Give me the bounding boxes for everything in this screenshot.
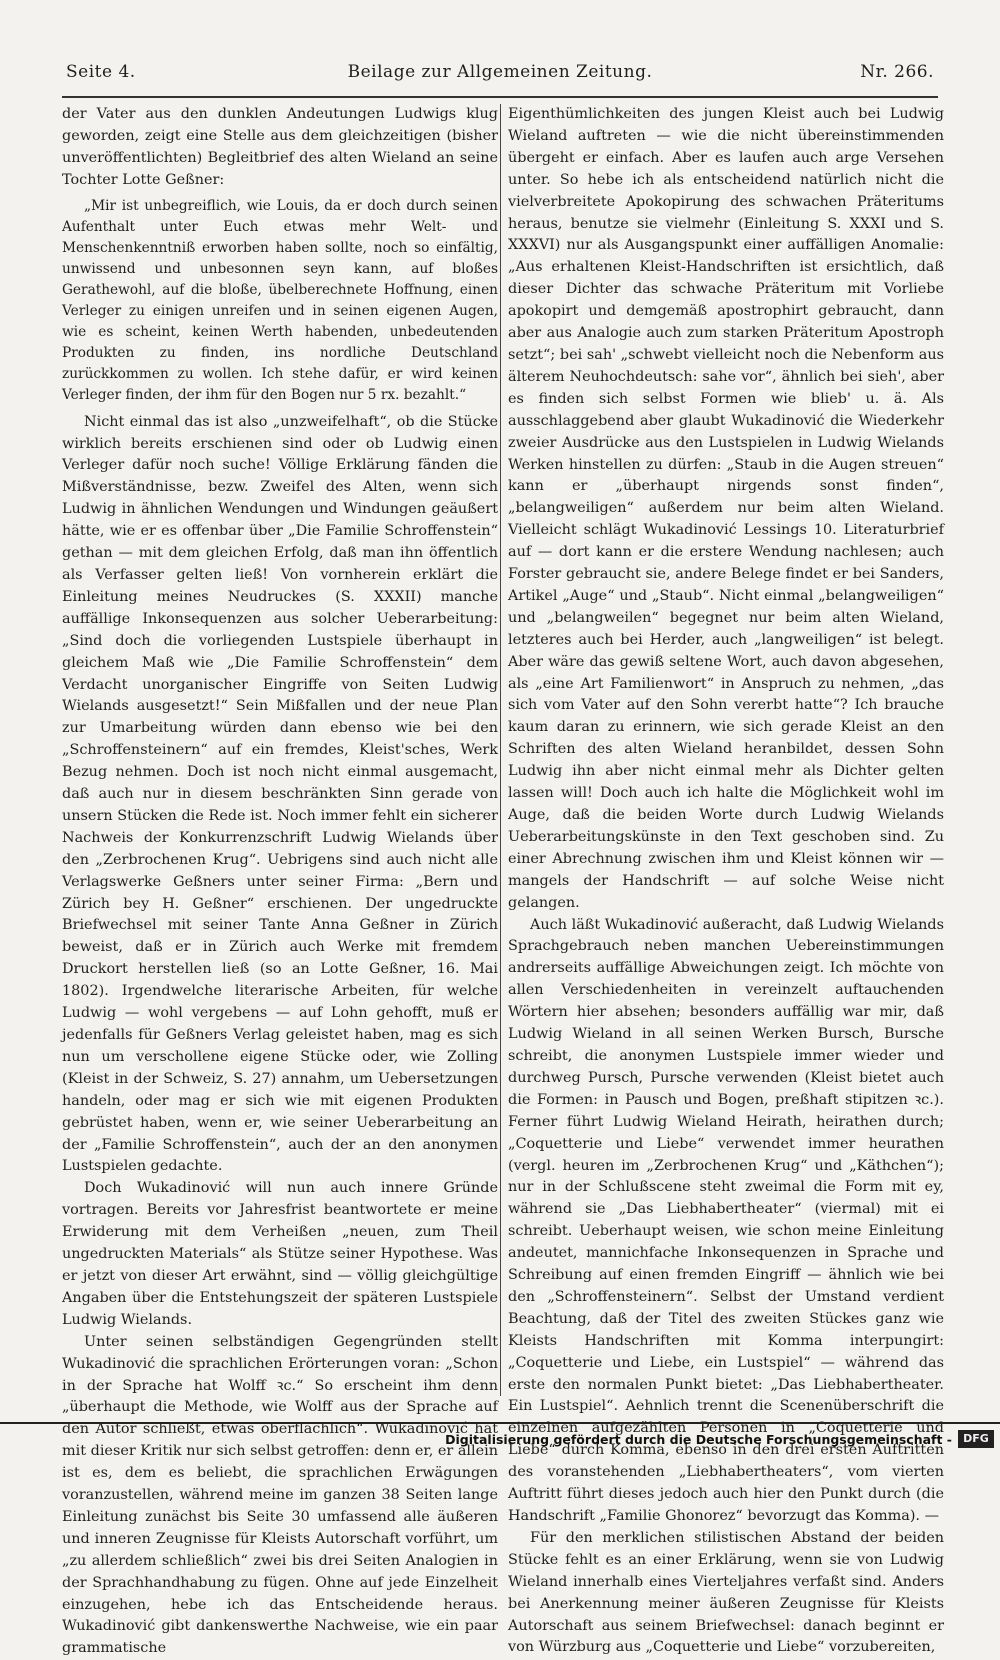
running-head xyxy=(62,58,938,86)
dfg-logo: DFG xyxy=(958,1430,994,1448)
paragraph: Unter seinen selbständigen Gegengründen stellt Wukadinović die sprachlichen Erörterungen voran: „Schon in der Sprache hat Wolff ꝛc.“ So erscheint ihm denn „überhaupt die Methode, wie Wolff aus der Sprache auf den Autor schließt, etwas oberflächlich“. Wukadinović hat mit dieser Kritik nur sich selbst getroffen: denn er, er allein ist es, dem es beliebt, die sprachlichen Erwägungen voranzustellen, während meine im ganzen 38 Seiten lange Einleitung zunächst bis Seite 30 umfassend alle äußeren und inneren Zeugnisse für Kleists Autorschaft vorführt, um „zu allerdem schließlich“ zwei bis drei Seiten Analogien in der Sprachhandhabung zu fügen. Ohne auf jede Einzelheit einzugehen, hebe ich das Entscheidende heraus. Wukadinović gibt dankenswerthe Nachweise, wie ein paar grammatische xyxy=(62,1333,498,1657)
paragraph: Doch Wukadinović will nun auch innere Gründe vortragen. Bereits vor Jahresfrist beantwortete er meine Erwiderung mit dem Verheißen „neuen, zum Theil ungedruckten Materials“ als Stütze seiner Hypothese. Was er jetzt von dieser Art erwähnt, sind — völlig gleichgültige Angaben über die Entstehungszeit der späteren Lustspiele Ludwig Wielands. xyxy=(62,1180,498,1328)
paragraph: Für den merklichen stilistischen Abstand der beiden Stücke fehlt es an einer Erklärung, wenn sie von Ludwig Wieland innerhalb eines Vierteljahres verfaßt sind. Anders bei Anerkennung meiner äußeren Zeugnisse für Kleists Autorschaft aus seinem Briefwechsel: danach beginnt er von Würzburg aus „Coquetterie und Liebe“ vorzubereiten, xyxy=(508,1529,944,1656)
digitization-footer xyxy=(0,1410,1000,1455)
page-number: Seite 4. xyxy=(66,62,136,82)
paragraph: Nicht einmal das ist also „unzweifelhaft“, ob die Stücke wirklich bereits erschienen sind oder ob Ludwig einen Verleger dafür noch suche! Völlige Erklärung fänden die Mißverständnisse, bezw. Zweifel des Alten, wenn sich Ludwig in ähnlichen Wendungen und Windungen geäußert hätte, wie er es offenbar über „Die Familie Schroffenstein“ gethan — mit dem gleichen Erfolg, daß man ihn öffentlich als Verfasser gelten ließ! Von vornherein erklärt die Einleitung meines Neudruckes (S. XXXII) manche auffällige Inkonsequenzen aus solcher Ueberarbeitung: „Sind doch die vorliegenden Lustspiele überhaupt in gleichem Maß wie „Die Familie Schroffenstein“ dem Verdacht unorganischer Eingriffe von Seiten Ludwig Wielands ausgesetzt!“ Sein Mißfallen und der neue Plan zur Umarbeitung würden dann ebenso wie bei den „Schroffensteinern“ auf ein fremdes, Kleist'sches, Werk Bezug nehmen. Doch ist noch nicht einmal ausgemacht, daß auch nur in diesem beschränkten Sinn gerade von unsern Stücken die Rede ist. Noch immer fehlt ein sicherer Nachweis der Konkurrenzschrift Ludwig Wielands über den „Zerbrochenen Krug“. Uebrigens sind auch nicht alle Verlagswerke Geßners unter seiner Firma: „Bern und Zürich bey H. Geßner“ erschienen. Der ungedruckte Briefwechsel mit seiner Tante Anna Geßner in Zürich beweist, daß er in Zürich auch Werke mit fremdem Druckort herstellen ließ (so an Lotte Geßner, 16. Mai 1802). Irgendwelche literarische Arbeiten, für welche Ludwig — wohl vergebens — auf Lohn gehofft, muß er jedenfalls für Geßners Verlag geleistet haben, mag es sich nun um verschollene eigene Stücke oder, wie Zolling (Kleist in der Schweiz, S. 27) annahm, um Uebersetzungen handeln, oder mag er sich wie mit eigenen Produkten gebrüstet haben, wenn er, wie seiner Ueberarbeitung an der „Familie Schroffenstein“, auch der an den anonymen Lustspielen gedachte. xyxy=(62,413,498,1175)
publication-title: Beilage zur Allgemeinen Zeitung. xyxy=(347,62,653,82)
left-column xyxy=(62,104,498,1657)
funding-credit: Digitalisierung gefördert durch die Deutsche Forschungsgemeinschaft - xyxy=(445,1432,952,1447)
paragraph: Auch läßt Wukadinović außeracht, daß Ludwig Wielands Sprachgebrauch neben manchen Uebereinstimmungen andrerseits auffällige Abweichungen zeigt. Ich möchte von allen Verschiedenheiten in vereinzelt auftauchenden Wörtern hier absehen; besonders auffällig war mir, daß Ludwig Wieland in all seinen Werken Bursch, Bursche schreibt, die anonymen Lustspiele immer wieder und durchweg Pursch, Pursche verwenden (Kleist bietet auch die Formen: in Pausch und Bogen, preßhaft stipitzen ꝛc.). Ferner führt Ludwig Wieland Heirath, heirathen durch; „Coquetterie und Liebe“ verwendet immer heurathen (vergl. heuren im „Zerbrochenen Krug“ und „Käthchen“); nur in der Schlußscene steht zweimal die Form mit ey, während sie „Das Liebhabertheater“ (viermal) mit ei schreibt. Ueberhaupt weisen, wie schon meine Einleitung andeutet, mannichfache Inkonsequenzen in Sprache und Schreibung auf einen fremden Eingriff — ähnlich wie bei den „Schroffensteinern“. Selbst der Umstand verdient Beachtung, daß der Titel des zweiten Stückes ganz wie Kleists Handschriften mit Komma interpungirt: „Coquetterie und Liebe, ein Lustspiel“ — während das erste den normalen Punkt bietet: „Das Liebhabertheater. Ein Lustspiel“. Aehnlich trennt die Scenenüberschrift die einzelnen aufgezählten Personen in „Coquetterie und Liebe“ durch Komma, ebenso in den drei ersten Auftritten des voranstehenden „Liebhabertheaters“, vom vierten Auftritt führt dieses jedoch auch hier den Punkt durch (die Handschrift „Familie Ghonorez“ bevorzugt das Komma). — xyxy=(508,916,944,1524)
column-divider xyxy=(500,104,501,1396)
letter-quote: „Mir ist unbegreiflich, wie Louis, da er doch durch seinen Aufenthalt unter Euch etwas mehr Welt- und Menschenkenntniß erworben haben sollte, noch so einfältig, unwissend und unbesonnen seyn kann, auf bloßes Gerathewohl, auf die bloße, übelberechnete Hoffnung, einen Verleger zu einigen unreifen und in seinen eigenen Augen, wie es scheint, keinen Werth habenden, unbedeutenden Produkten zu finden, ins nordliche Deutschland zurückkommen zu wollen. Ich stehe dafür, er wird keinen Verleger finden, der ihm für den Bogen nur 5 rx. bezahlt.“ xyxy=(62,197,498,403)
paragraph: der Vater aus den dunklen Andeutungen Ludwigs klug geworden, zeigt eine Stelle aus dem gleichzeitigen (bisher unveröffentlichten) Begleitbrief des alten Wieland an seine Tochter Lotte Geßner: xyxy=(62,106,498,188)
footer-rule xyxy=(0,1422,1000,1424)
issue-number: Nr. 266. xyxy=(860,62,934,82)
paragraph: Eigenthümlichkeiten des jungen Kleist auch bei Ludwig Wieland auftreten — wie die nicht übereinstimmenden übergeht er einfach. Aber es laufen auch arge Versehen unter. So hebe ich als entscheidend natürlich nicht die vielverbreitete Apokopirung des schwachen Präteritums heraus, benutze sie vielmehr (Einleitung S. XXXI und S. XXXVI) nur als Ausgangspunkt einer auffälligen Anomalie: „Aus erhaltenen Kleist-Handschriften ist ersichtlich, daß dieser Dichter das schwache Präteritum mit Vorliebe apokopirt und demgemäß apostrophirt gebraucht, dann aber aus Analogie auch zum starken Präteritum Apostroph setzt“; bei sah' „schwebt vielleicht noch die Nebenform aus älterem Neuhochdeutsch: sahe vor“, ähnlich bei sieh', aber es finden sich selbst Formen wie blieb' u. ä. Als ausschlaggebend aber glaubt Wukadinović die Wiederkehr zweier Ausdrücke aus den Lustspielen in Ludwig Wielands Werken hinstellen zu dürfen: „Staub in die Augen streuen“ kann er „überhaupt nirgends sonst finden“, „belangweiligen“ außerdem nur beim alten Wieland. Vielleicht schlägt Wukadinović Lessings 10. Literaturbrief auf — dort kann er die erstere Wendung nachlesen; auch Forster gebraucht sie, andere Belege findet er bei Sanders, Artikel „Auge“ und „Staub“. Nicht einmal „belangweiligen“ und „belangweilen“ begegnet nur beim alten Wieland, letzteres auch bei Herder, auch „langweiligen“ ist belegt. Aber wäre das gewiß seltene Wort, auch davon abgesehen, als „eine Art Familienwort“ in Anspruch zu nehmen, „das sich vom Vater auf den Sohn vererbt hatte“? Ich brauche kaum daran zu erinnern, wie sich gerade Kleist an den Schriften des alten Wieland heranbildet, dessen Sohn Ludwig ihn aber nicht einmal mehr als Dichter gelten lassen will! Doch auch ich halte die Möglichkeit wohl im Auge, daß die beiden Worte durch Ludwig Wielands Ueberarbeitungskünste in den Text geschoben sind. Zu einer Abrechnung zwischen ihm und Kleist können wir — mangels der Handschrift — auf solche Weise nicht gelangen. xyxy=(508,106,944,911)
header-rule xyxy=(62,96,938,98)
